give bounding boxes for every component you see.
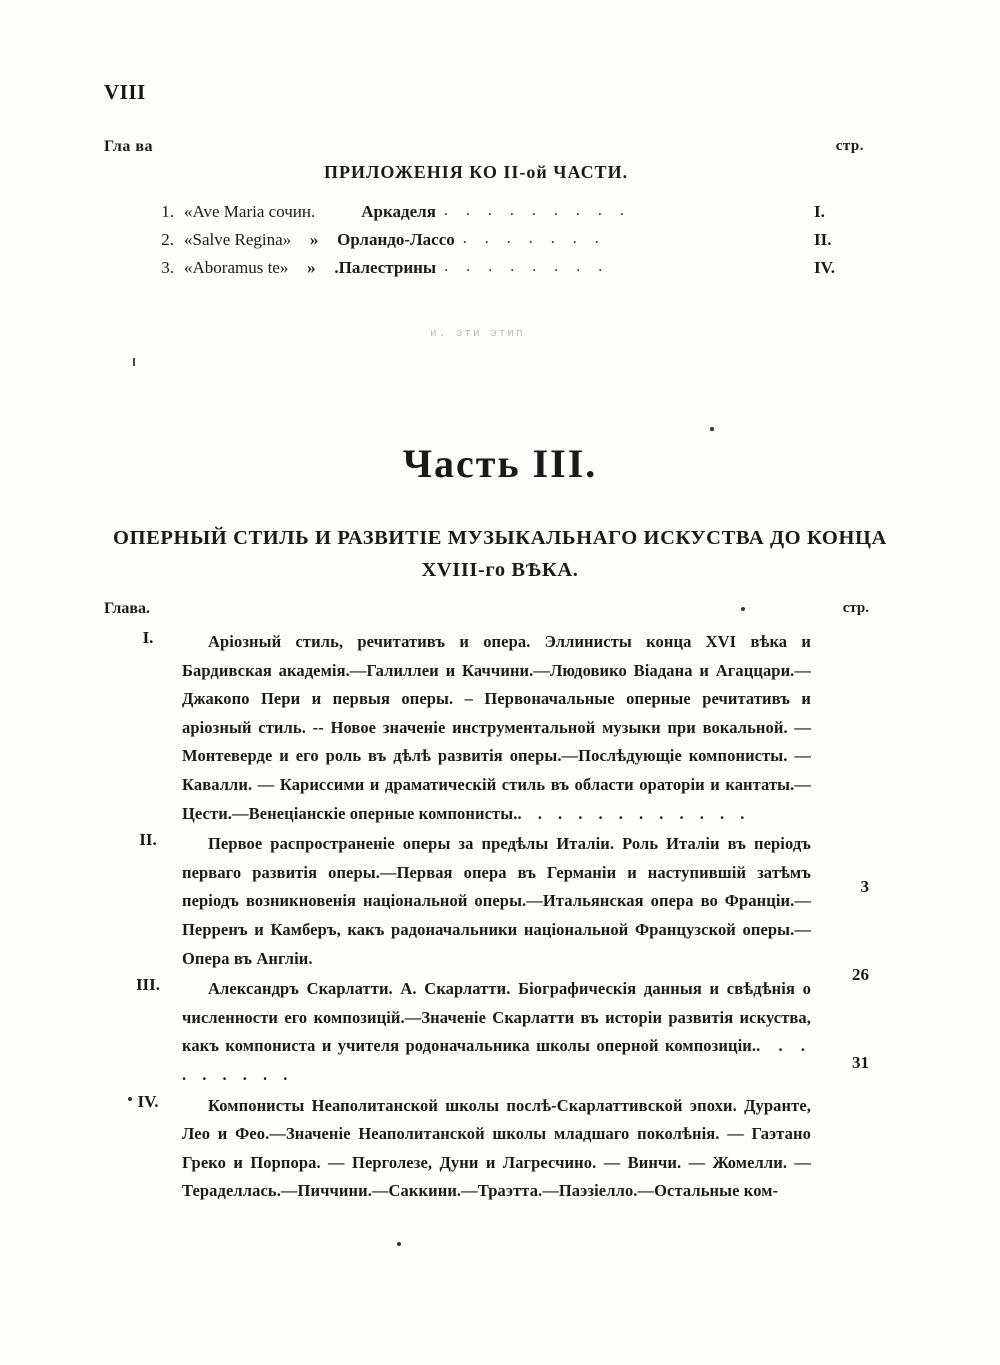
chapter-page: 26 [852, 965, 869, 985]
list-item[interactable] [144, 258, 864, 278]
chapter-number: IV. [137, 1091, 159, 1111]
chapter-column-label-page: стр. [842, 600, 869, 616]
chapter-summary-text: Первое распространеніе оперы за предѣлы Италіи. Роль Италіи въ періодъ перваго развитія оперы.—Первая опера въ Германіи и наступившій затѣмъ періодъ возникновенія національной оперы.—Итальянская опера во Франціи.—Перренъ и Камберъ, какъ радоначальники національной Французской оперы.—Опера въ Англіи. [182, 834, 811, 968]
chapter-summary [182, 628, 811, 828]
appendix-header-row [104, 138, 864, 164]
chapter-summary-text: Аріозный стиль, речитативъ и опера. Эллинисты конца XVI вѣка и Бардивская академія.—Галиллеи и Каччини.—Людовико Віадана и Агаццари.—Джакопо Пери и первыя оперы. – Первоначальные оперные речитативъ и аріозный стиль. -- Новое значеніе инструментальной музыки при вокальной. — Монтеверде и его роль въ дѣлѣ развитія оперы.—Послѣдующіе компонисты. — Кавалли. — Кариссими и драматическій стиль въ области ораторіи и кантаты.—Цести.—Венеціанскіе оперные компонисты. [182, 632, 811, 823]
list-item[interactable] [144, 202, 864, 222]
chapter-page: 31 [852, 1053, 869, 1073]
chapter-column-label-chapter: Глава. [104, 600, 150, 617]
scan-mark [710, 427, 714, 431]
appendix-item-work: «Ave Maria сочин. [184, 202, 316, 221]
appendix-item-page: II. [814, 230, 832, 249]
chapter-number: I. [142, 628, 154, 647]
appendix-item-number: 3. [161, 258, 174, 277]
chapter-header-row [104, 600, 869, 622]
list-item[interactable] [104, 1092, 869, 1206]
appendix-column-label-page: стр. [835, 138, 864, 154]
appendix-item-separator: » [309, 230, 319, 249]
list-item[interactable] [144, 230, 864, 250]
appendix-item-separator: » [307, 258, 316, 277]
chapter-summary [182, 1092, 811, 1206]
appendix-item-page: I. [814, 202, 825, 221]
appendix-item-leader: . . . . . . . [462, 230, 606, 247]
appendix-item-page: IV. [814, 258, 835, 277]
chapter-page: 3 [860, 877, 869, 896]
appendix-list [144, 202, 864, 286]
scan-mark [397, 1242, 401, 1246]
chapter-list [104, 600, 869, 1208]
appendix-item-author: Орландо-Лассо [337, 230, 455, 249]
page-subtitle: ОПЕРНЫЙ СТИЛЬ И РАЗВИТІЕ МУЗЫКАЛЬНАГО ИСКУСТВА ДО КОНЦА XVIII-го ВѢКА. [113, 527, 887, 581]
appendix-item-leader: . . . . . . . . [444, 258, 610, 275]
appendix-section [104, 138, 864, 277]
appendix-item-leader: . . . . . . . . . [443, 202, 631, 219]
appendix-item-number: 1. [161, 202, 174, 221]
appendix-item-author: .Палестрины [334, 258, 437, 277]
chapter-leader: . . . . . . . . . . . . [517, 803, 751, 823]
chapter-summary-text: Александръ Скарлатти. А. Скарлатти. Біографическія данныя и свѣдѣнія о численности его композицій.—Значеніе Скарлатти въ исторіи развитія искуства, какъ компониста и учителя родоначальника школы оперной композиціи. [182, 979, 811, 1056]
chapter-number: II. [139, 830, 157, 850]
page-folio: VIII [104, 80, 146, 104]
appendix-item-work: «Aboramus te» [184, 258, 289, 277]
appendix-item-number: 2. [161, 230, 174, 249]
chapter-summary-text: Компонисты Неаполитанской школы послѣ-Скарлаттивской эпохи. Дуранте, Лео и Фео.—Значеніе Неаполитанской школы младшаго поколѣнія. — Гаэтано Греко и Порпора. — Перголезе, Дуни и Лагресчино. — Винчи. — Жомелли. — Тераделлась.—Пиччини.—Саккини.—Траэтта.—Паэзіелло.—Остальные ком- [182, 1095, 811, 1201]
scan-smudge-text: и. эти этип [430, 328, 525, 340]
appendix-title: ПРИЛОЖЕНІЯ КО II-ой ЧАСТИ. [324, 162, 629, 182]
chapter-number: III. [135, 975, 161, 995]
page-title: Часть III. [402, 441, 598, 486]
chapter-summary [182, 975, 811, 1089]
appendix-item-author: Аркаделя [361, 202, 436, 221]
scan-mark [133, 358, 135, 366]
appendix-column-label-chapter: Гла ва [104, 138, 153, 155]
chapter-summary [182, 830, 811, 973]
appendix-item-work: «Salve Regina» [184, 230, 292, 249]
list-item[interactable] [104, 975, 869, 1089]
chapter-leader: . . . . . . . . . [182, 1036, 811, 1084]
